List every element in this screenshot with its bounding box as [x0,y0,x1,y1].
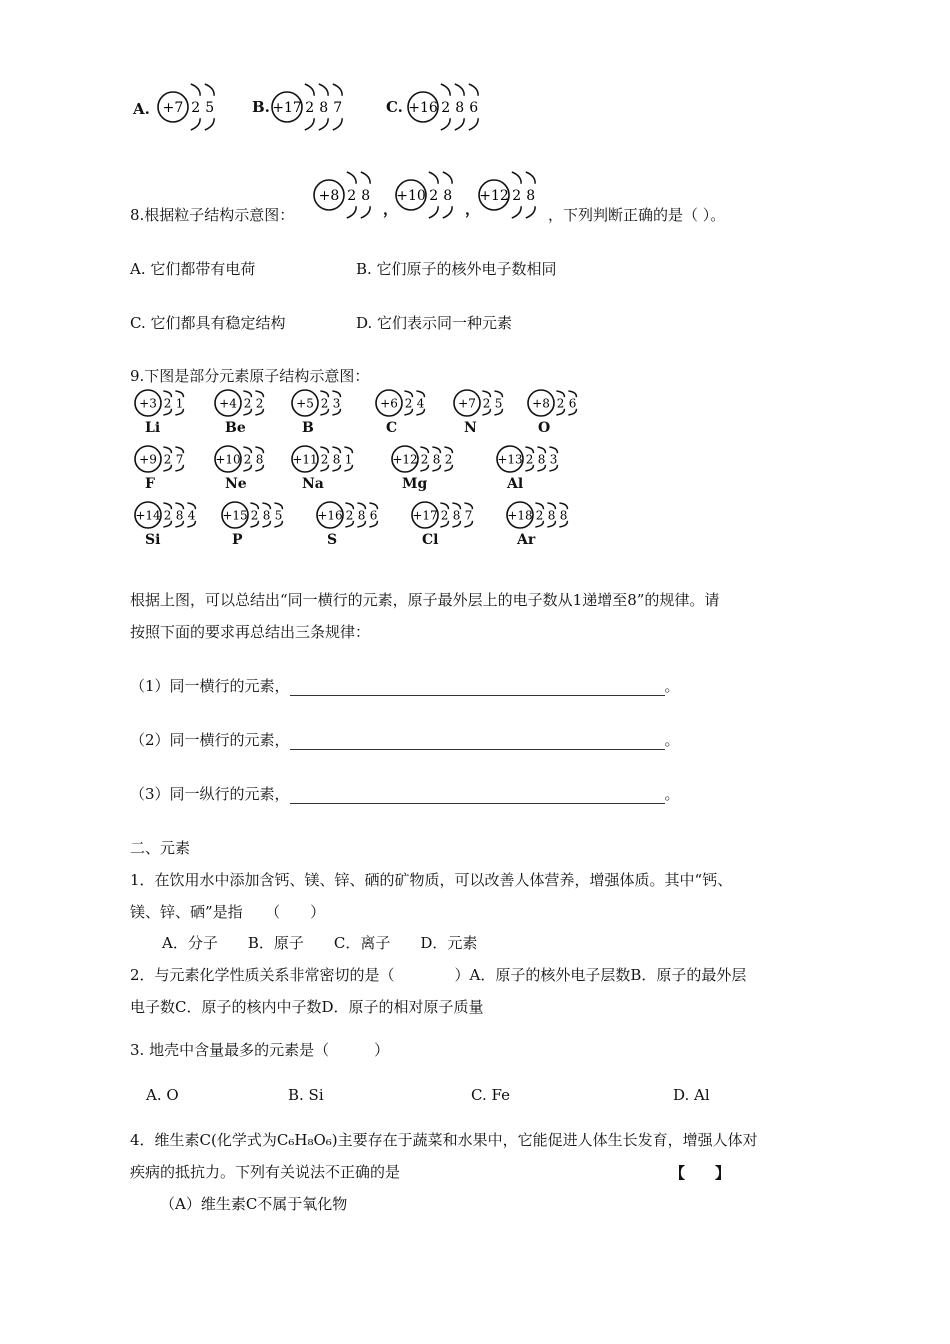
rule-3-row [130,784,680,804]
nucleus-charge: +11 [292,452,318,467]
s2-q3-option-b: B. Si [288,1086,324,1104]
shell-electron-count: 4 [416,396,425,411]
rule-1-end: 。 [664,677,680,695]
atom-structure-svg [312,170,378,220]
rule-3-label: （3）同一纵行的元素， [130,785,290,803]
shell-electron-count: 2 [320,452,329,467]
nucleus-charge: +5 [296,396,314,411]
electron-shell-arc [469,118,478,130]
shell-electron-count: 3 [332,396,341,411]
nucleus-charge: +17 [412,508,438,523]
element-structure-si [133,502,203,548]
electron-shell-arc [429,206,438,218]
atom-structure-svg [374,390,432,416]
element-structure-ar [505,502,575,548]
element-structure-cl [410,502,480,548]
s2-q1-line-1: 1．在饮用水中添加含钙、镁、锌、硒的矿物质，可以改善人体营养，增强体质。其中“钙、 [130,871,733,889]
electron-shell-arc [333,118,342,130]
electron-shell-arc [455,84,464,96]
element-symbol-s: S [327,532,338,548]
shell-electron-count: 2 [347,188,357,205]
element-symbol-al: Al [507,476,524,492]
nucleus-charge: +3 [139,396,157,411]
atom-structure-svg [220,502,290,528]
atom-structure-svg [526,390,584,416]
element-symbol-li: Li [145,420,161,436]
nucleus-charge: +10 [215,452,241,467]
electron-shell-arc [347,206,356,218]
element-symbol-p: P [232,532,243,548]
shell-electron-count: 8 [559,508,568,523]
atom-structure-svg [452,390,510,416]
electron-shell-arc [443,172,452,184]
atom-structure-svg [406,82,486,132]
element-symbol-ar: Ar [517,532,536,548]
shell-electron-count: 2 [345,508,354,523]
q9-summary-line-2: 按照下面的要求再总结出三条规律： [130,623,371,641]
atom-diagram-option-b [270,82,350,132]
nucleus-charge: +10 [396,188,426,205]
particle-diagram-2 [394,170,460,220]
s2-q3: 3. 地壳中含量最多的元素是（ ） [130,1041,390,1059]
s2-q4-line-2: 疾病的抵抗力。下列有关说法不正确的是 [130,1163,401,1181]
shell-electron-count: 2 [556,396,565,411]
shell-electron-count: 8 [547,508,556,523]
element-structure-be [213,390,271,436]
element-structure-p [220,502,290,548]
electron-shell-arc [319,84,328,96]
atom-structure-svg [133,446,191,472]
atom-structure-svg [394,170,460,220]
nucleus-charge: +12 [392,452,418,467]
section-2-heading: 二、元素 [130,839,191,857]
nucleus-charge: +6 [380,396,398,411]
q8-option-d: D. 它们表示同一种元素 [356,314,513,332]
shell-electron-count: 2 [305,100,315,117]
shell-electron-count: 1 [175,396,184,411]
atom-diagram-option-a [156,82,222,132]
shell-electron-count: 8 [262,508,271,523]
element-symbol-si: Si [145,532,161,548]
element-structure-al [495,446,565,492]
atom-structure-svg [156,82,222,132]
option-a-letter: A. [133,100,150,118]
shell-electron-count: 2 [163,508,172,523]
s2-q4-line-1: 4．维生素C(化学式为C₆H₈O₆)主要存在于蔬菜和水果中，它能促进人体生长发育，增强人体对 [130,1131,758,1149]
element-symbol-o: O [538,420,551,436]
rule-2-row [130,730,680,750]
s2-q2-line-1: 2．与元素化学性质关系非常密切的是（ ）A．原子的核外电子层数B．原子的最外层 [130,966,747,984]
shell-electron-count: 8 [175,508,184,523]
atom-structure-svg [390,446,460,472]
nucleus-charge: +8 [532,396,550,411]
nucleus-charge: +4 [219,396,237,411]
s2-q4-option-a: （A）维生素C不属于氧化物 [160,1195,348,1213]
shell-electron-count: 8 [361,188,371,205]
electron-shell-arc [205,118,214,130]
electron-shell-arc [455,118,464,130]
electron-shell-arc [512,172,521,184]
atom-structure-svg [290,446,360,472]
electron-shell-arc [443,206,452,218]
nucleus-charge: +16 [317,508,343,523]
nucleus-charge: +7 [162,100,184,117]
shell-electron-count: 2 [429,188,439,205]
shell-electron-count: 8 [455,100,465,117]
shell-electron-count: 2 [525,452,534,467]
atom-structure-svg [213,390,271,416]
electron-shell-arc [361,206,370,218]
particle-diagram-1 [312,170,378,220]
element-symbol-b: B [302,420,314,436]
rule-3-blank[interactable] [290,787,665,804]
nucleus-charge: +15 [222,508,248,523]
rule-2-label: （2）同一横行的元素， [130,731,290,749]
atom-structure-svg [133,390,191,416]
element-structure-f [133,446,191,492]
shell-electron-count: 5 [494,396,503,411]
shell-electron-count: 2 [243,452,252,467]
q9-summary-line-1: 根据上图，可以总结出“同一横行的元素，原子最外层上的电子数从1递增至8”的规律。请 [130,591,720,609]
shell-electron-count: 8 [319,100,329,117]
electron-shell-arc [526,206,535,218]
shell-electron-count: 2 [163,396,172,411]
q8-option-b: B. 它们原子的核外电子数相同 [356,260,557,278]
nucleus-charge: +18 [507,508,533,523]
nucleus-charge: +16 [408,100,438,117]
q9-title: 9.下图是部分元素原子结构示意图： [130,367,370,385]
shell-electron-count: 2 [482,396,491,411]
element-symbol-n: N [464,420,477,436]
nucleus-charge: +8 [318,188,340,205]
shell-electron-count: 8 [255,452,264,467]
shell-electron-count: 2 [535,508,544,523]
nucleus-charge: +14 [135,508,161,523]
element-structure-s [315,502,385,548]
electron-shell-arc [429,172,438,184]
shell-electron-count: 8 [432,452,441,467]
shell-electron-count: 8 [357,508,366,523]
element-symbol-mg: Mg [402,476,428,492]
electron-shell-arc [469,84,478,96]
electron-shell-arc [441,84,450,96]
shell-electron-count: 7 [333,100,343,117]
electron-shell-arc [333,84,342,96]
atom-structure-svg [495,446,565,472]
shell-electron-count: 2 [440,508,449,523]
particle-diagram-3 [477,170,543,220]
electron-shell-arc [205,84,214,96]
shell-electron-count: 2 [444,452,453,467]
nucleus-charge: +17 [272,100,302,117]
element-structure-mg [390,446,460,492]
element-symbol-na: Na [302,476,324,492]
rule-1-row [130,676,680,696]
shell-electron-count: 6 [568,396,577,411]
element-symbol-c: C [386,420,398,436]
shell-electron-count: 3 [549,452,558,467]
q8-suffix: ，下列判断正确的是（ ）。 [548,206,726,224]
electron-shell-arc [305,84,314,96]
shell-electron-count: 2 [441,100,451,117]
element-structure-c [374,390,432,436]
shell-electron-count: 2 [163,452,172,467]
q8-prefix: 8.根据粒子结构示意图： [130,206,295,224]
shell-electron-count: 4 [187,508,196,523]
element-structure-n [452,390,510,436]
element-structure-ne [213,446,271,492]
electron-shell-arc [526,172,535,184]
element-structure-o [526,390,584,436]
rule-3-end: 。 [664,785,680,803]
shell-electron-count: 2 [243,396,252,411]
nucleus-charge: +7 [458,396,476,411]
shell-electron-count: 1 [344,452,353,467]
s2-q4-bracket: 【 】 [670,1164,731,1182]
shell-electron-count: 2 [250,508,259,523]
shell-electron-count: 2 [404,396,413,411]
s2-q2-line-2: 电子数C．原子的核内中子数D．原子的相对原子质量 [130,998,484,1016]
electron-shell-arc [347,172,356,184]
atom-structure-svg [477,170,543,220]
shell-electron-count: 8 [443,188,453,205]
shell-electron-count: 2 [255,396,264,411]
electron-shell-arc [305,118,314,130]
shell-electron-count: 8 [452,508,461,523]
electron-shell-arc [441,118,450,130]
rule-1-blank[interactable] [290,679,665,696]
s2-q3-option-a: A. O [146,1086,179,1104]
element-structure-na [290,446,360,492]
shell-electron-count: 7 [464,508,473,523]
electron-shell-arc [191,84,200,96]
nucleus-charge: +13 [497,452,523,467]
shell-electron-count: 8 [332,452,341,467]
s2-q1-options: A．分子 B．原子 C．离子 D．元素 [162,934,478,952]
shell-electron-count: 5 [205,100,215,117]
atom-structure-svg [315,502,385,528]
element-structure-li [133,390,191,436]
shell-electron-count: 6 [369,508,378,523]
shell-electron-count: 2 [420,452,429,467]
atom-structure-svg [290,390,348,416]
shell-electron-count: 6 [469,100,479,117]
s2-q3-option-d: D. Al [673,1086,710,1104]
s2-q1-line-2: 镁、锌、硒”是指 （ ） [130,903,326,921]
atom-structure-svg [213,446,271,472]
rule-2-end: 。 [664,731,680,749]
s2-q3-option-c: C. Fe [471,1086,510,1104]
element-symbol-cl: Cl [422,532,439,548]
atom-structure-svg [505,502,575,528]
option-b-letter: B. [252,98,270,116]
shell-electron-count: 5 [274,508,283,523]
shell-electron-count: 2 [320,396,329,411]
nucleus-charge: +12 [479,188,509,205]
element-symbol-be: Be [225,420,246,436]
q8-option-c: C. 它们都具有稳定结构 [130,314,286,332]
element-structure-b [290,390,348,436]
shell-electron-count: 8 [526,188,536,205]
electron-shell-arc [319,118,328,130]
electron-shell-arc [512,206,521,218]
atom-structure-svg [270,82,350,132]
shell-electron-count: 8 [537,452,546,467]
electron-shell-arc [191,118,200,130]
atom-structure-svg [133,502,203,528]
rule-2-blank[interactable] [290,733,665,750]
atom-diagram-option-c [406,82,486,132]
rule-1-label: （1）同一横行的元素， [130,677,290,695]
option-c-letter: C. [386,98,403,116]
electron-shell-arc [361,172,370,184]
shell-electron-count: 2 [512,188,522,205]
shell-electron-count: 2 [191,100,201,117]
atom-structure-svg [410,502,480,528]
element-symbol-f: F [145,476,155,492]
element-symbol-ne: Ne [225,476,247,492]
q8-separator-2: ， [465,200,481,218]
nucleus-charge: +9 [139,452,157,467]
shell-electron-count: 7 [175,452,184,467]
q8-option-a: A. 它们都带有电荷 [130,260,256,278]
q8-separator-1: ， [383,200,399,218]
